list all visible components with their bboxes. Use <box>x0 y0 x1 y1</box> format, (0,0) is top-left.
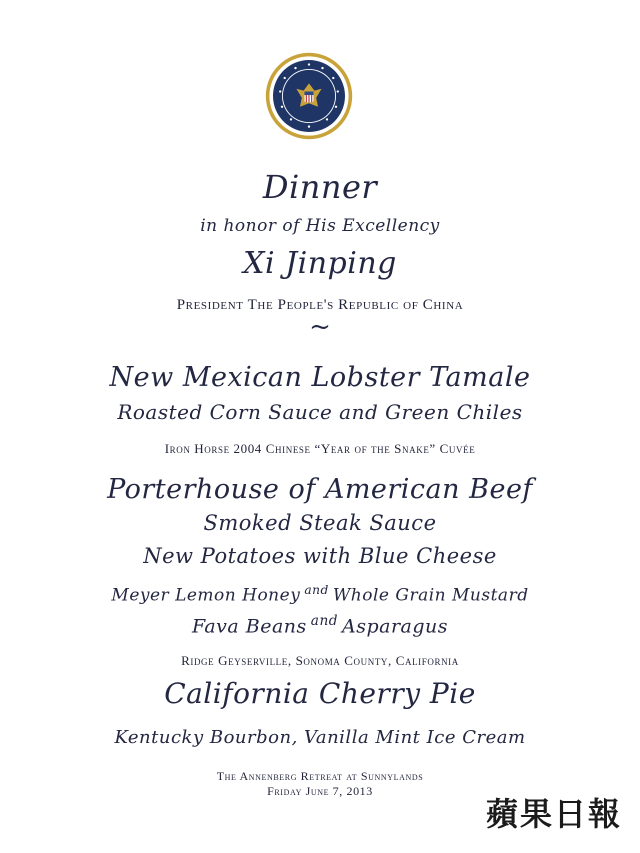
course-2-side-2: New Potatoes with Blue Cheese <box>143 544 497 568</box>
side-pair-1-right: Whole Grain Mustard <box>332 585 529 606</box>
side-pair-1-joiner: and <box>304 583 329 597</box>
course-2-wine: Ridge Geyserville, Sonoma County, California <box>181 653 459 668</box>
course-2-dish: Porterhouse of American Beef <box>107 474 533 505</box>
side-pair-2-joiner: and <box>310 613 339 629</box>
course-1-accompaniment: Roasted Corn Sauce and Green Chiles <box>117 400 523 424</box>
course-3-dish: California Cherry Pie <box>164 677 476 710</box>
section-divider: ~ <box>309 312 331 342</box>
course-2-side-pair-1 <box>0 583 640 606</box>
honor-line: in honor of His Excellency <box>200 216 440 236</box>
menu-title: Dinner <box>262 168 378 206</box>
course-2-side-pair-2 <box>0 613 640 638</box>
course-1-wine: Iron Horse 2004 Chinese “Year of the Snake” Cuvée <box>164 441 476 456</box>
presidential-seal <box>264 51 354 141</box>
guest-title: President The People's Republic of China <box>176 297 464 313</box>
course-2-side-1: Smoked Steak Sauce <box>203 511 437 535</box>
event-date: Friday June 7, 2013 <box>267 784 373 798</box>
side-pair-2-left: Fava Beans <box>191 615 307 638</box>
side-pair-1-left: Meyer Lemon Honey <box>111 585 301 606</box>
course-1-dish: New Mexican Lobster Tamale <box>109 362 531 393</box>
venue: The Annenberg Retreat at Sunnylands <box>216 769 424 783</box>
course-3-accompaniment: Kentucky Bourbon, Vanilla Mint Ice Cream <box>114 727 526 748</box>
publisher-watermark: 蘋果日報 <box>485 795 622 833</box>
side-pair-2-right: Asparagus <box>342 615 449 638</box>
guest-name: Xi Jinping <box>243 246 397 281</box>
